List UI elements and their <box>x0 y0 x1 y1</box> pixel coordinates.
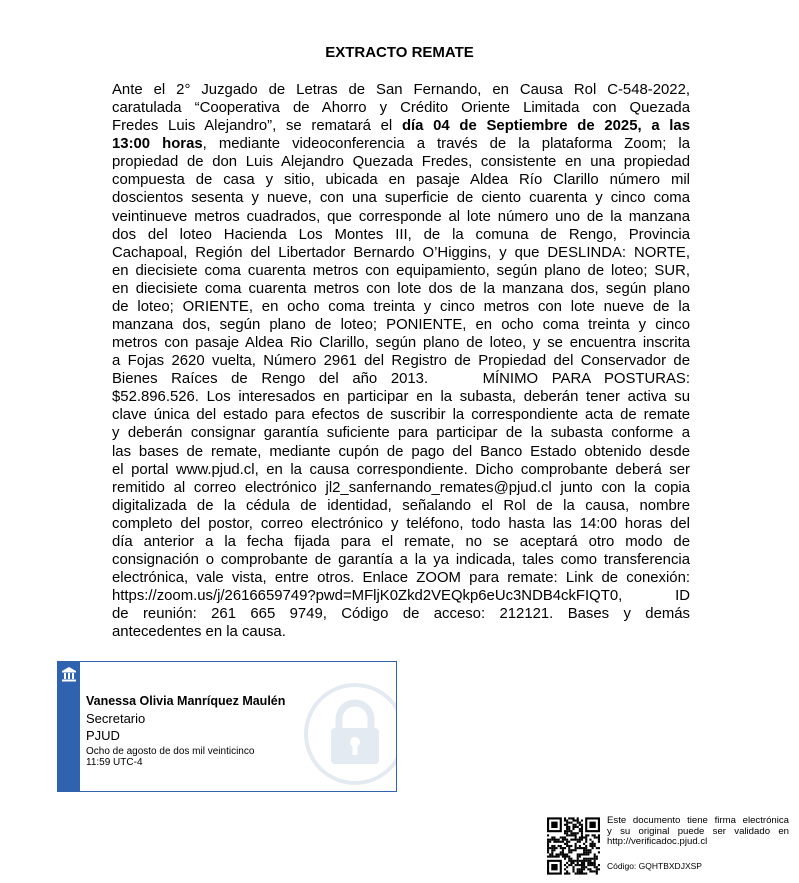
text-segment: Bienes Raíces de Rengo del año 2013. MÍNIMO PARA POSTURAS: <box>112 371 690 388</box>
body-line <box>112 515 690 533</box>
text-segment: veintinueve metros cuadrados, que corresponde al lote número uno de la manzana <box>112 208 690 225</box>
signature-time: 11:59 UTC-4 <box>86 757 143 768</box>
text-segment: metros con pasaje Aldea Rio Clarillo, según plano de loteo, y se encuentra inscrita <box>112 335 690 352</box>
body-line <box>112 461 690 479</box>
text-segment: $52.896.526. Los interesados en participar en la subasta, deberán tener activa su <box>112 389 690 406</box>
bold-text: 13:00 horas <box>112 136 203 153</box>
body-line <box>112 605 690 623</box>
lock-icon <box>303 682 397 786</box>
body-line <box>112 623 690 641</box>
document-body <box>112 81 690 641</box>
text-segment: , mediante videoconferencia a través de la plataforma Zoom; la <box>202 136 690 153</box>
text-segment: compuesta de casa y sitio, ubicada en pasaje Aldea Río Clarillo número mil <box>112 172 690 189</box>
body-line <box>112 443 690 461</box>
text-segment: de reunión: 261 665 9749, Código de acceso: 212121. Bases y demás <box>112 606 690 623</box>
verification-notice <box>607 816 789 871</box>
text-segment: las bases de remate, mediante cupón de pago del Banco Estado obtenido desde <box>112 443 690 460</box>
body-line <box>112 81 690 99</box>
body-line <box>112 352 690 370</box>
body-line <box>112 569 690 587</box>
body-line <box>112 280 690 298</box>
body-line <box>112 316 690 334</box>
text-segment: y deberán consignar garantía suficiente para participar de la subasta conforme a <box>112 425 690 442</box>
document-title: EXTRACTO REMATE <box>325 44 474 61</box>
qr-code <box>547 817 600 875</box>
verification-url[interactable]: http://verificadoc.pjud.cl <box>607 836 708 847</box>
body-line <box>112 406 690 424</box>
text-segment: propiedad de don Luis Alejandro Quezada Fredes, consistente en una propiedad <box>112 154 690 171</box>
body-line <box>112 244 690 262</box>
body-line <box>112 424 690 442</box>
body-line <box>112 117 690 135</box>
text-segment: remitido al correo electrónico jl2_sanfernando_remates@pjud.cl junto con la copia <box>112 479 690 496</box>
signature-date: Ocho de agosto de dos mil veinticinco <box>86 746 255 757</box>
verification-line: y su original puede ser validado en <box>607 825 789 837</box>
text-segment: caratulada “Cooperativa de Ahorro y Crédito Oriente Limitada con Quezada <box>112 100 690 117</box>
text-segment: en diecisiete coma cuarenta metros con equipamiento, según plano de loteo; SUR, <box>112 262 690 279</box>
text-segment: a Fojas 2620 vuelta, Número 2961 del Registro de Propiedad del Conservador de <box>112 353 690 370</box>
bold-text: día 04 de Septiembre de 2025, a las <box>401 118 690 135</box>
text-segment: Ante el 2° Juzgado de Letras de San Fernando, en Causa Rol C-548-2022, <box>112 82 690 98</box>
body-line <box>112 388 690 406</box>
text-segment: día anterior a la fecha fijada para el remate, no se aceptará otro modo de <box>112 533 690 550</box>
text-segment: Cachapoal, Región del Libertador Bernardo O’Higgins, y que DESLINDA: NORTE, <box>112 244 690 261</box>
text-segment: Fredes Luis Alejandro”, se rematará el <box>112 118 402 135</box>
text-segment: consignación o comprobante de garantía a la ya indicada, tales como transferencia <box>112 552 690 569</box>
body-line <box>112 189 690 207</box>
body-line <box>112 226 690 244</box>
signer-name: Vanessa Olivia Manríquez Maulén <box>86 694 286 708</box>
signer-organization: PJUD <box>86 728 120 743</box>
body-line <box>112 551 690 569</box>
body-line <box>112 334 690 352</box>
body-line <box>112 479 690 497</box>
text-segment: electrónica, vale vista, entre otros. Enlace ZOOM para remate: Link de conexión: <box>112 570 690 587</box>
body-line <box>112 135 690 153</box>
text-segment: manzana dos, según plano de loteo; PONIENTE, en ocho coma treinta y cinco <box>112 317 690 334</box>
text-segment: antecedentes en la causa. <box>112 624 286 641</box>
body-line <box>112 262 690 280</box>
body-line <box>112 298 690 316</box>
body-line <box>112 99 690 117</box>
text-segment: https://zoom.us/j/2616659749?pwd=MFljK0Zkd2VEQkp6eUc3NDB4ckFIQT0, ID <box>112 588 690 605</box>
text-segment: dos del loteo Hacienda Los Montes III, de la comuna de Rengo, Provincia <box>112 226 690 243</box>
verification-code: Código: GQHTBXDJXSP <box>607 860 702 871</box>
body-line <box>112 153 690 171</box>
signature-box <box>57 661 397 792</box>
body-line <box>112 171 690 189</box>
text-segment: doscientos sesenta y nueve, con una superficie de ciento cuarenta y cinco coma <box>112 190 690 207</box>
body-line <box>112 208 690 226</box>
body-line <box>112 587 690 605</box>
body-line <box>112 497 690 515</box>
text-segment: clave única del estado para efectos de suscribir la correspondiente acta de remate <box>112 407 690 424</box>
text-segment: de loteo; ORIENTE, en ocho coma treinta y cinco metros con lote nueve de la <box>112 298 690 315</box>
text-segment: el portal www.pjud.cl, en la causa correspondiente. Dicho comprobante deberá ser <box>112 461 690 478</box>
body-line <box>112 533 690 551</box>
courthouse-icon <box>61 666 77 682</box>
text-segment: en diecisiete coma cuarenta metros con lote dos de la manzana dos, según plano <box>112 280 690 297</box>
verification-line: Este documento tiene firma electrónica <box>607 815 789 826</box>
body-line <box>112 370 690 388</box>
signer-role: Secretario <box>86 711 146 726</box>
text-segment: completo del postor, correo electrónico y teléfono, todo hasta las 14:00 horas del <box>112 515 690 532</box>
text-segment: digitalizada de la cédula de identidad, señalando el Rol de la causa, nombre <box>112 497 690 514</box>
